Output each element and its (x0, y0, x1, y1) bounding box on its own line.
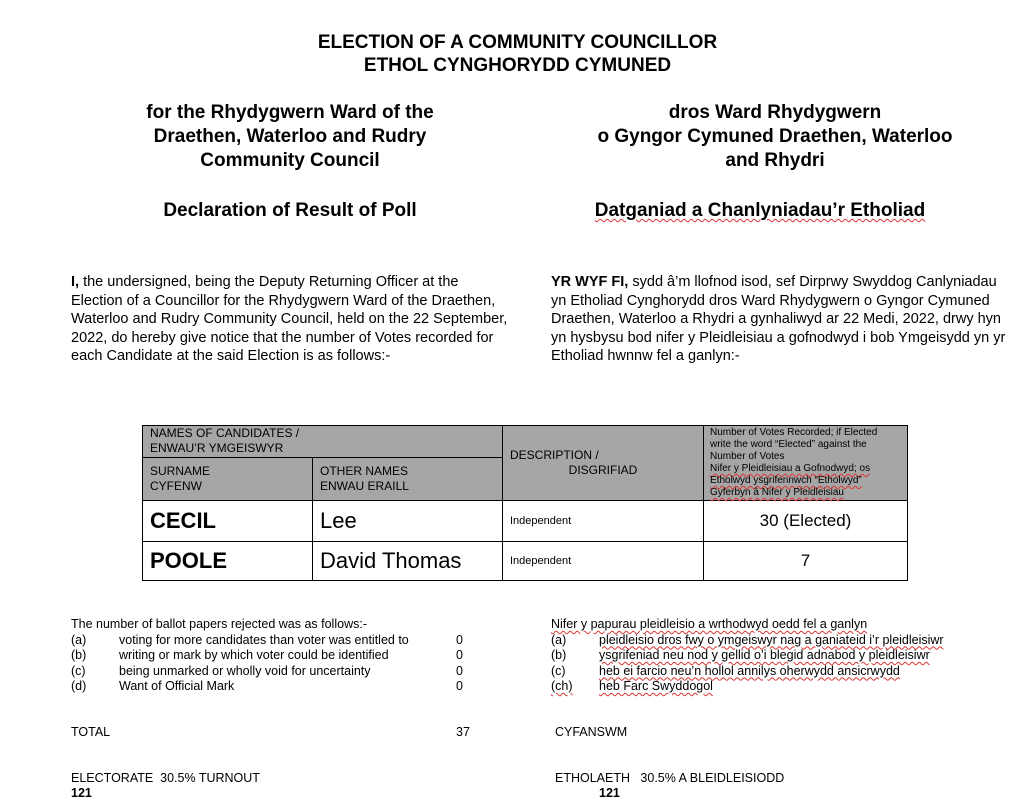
results-table (142, 425, 908, 581)
candidate-other-names: Lee (313, 501, 503, 542)
list-item: (a) pleidleisio dros fwy o ymgeiswyr nag a ganiateid i’r pleidleisiwr (551, 632, 944, 647)
rejected-intro: The number of ballot papers rejected was as follows:- (71, 617, 367, 631)
declaration-heading-welsh: Datganiad a Chanlyniadau’r Etholiad (594, 200, 926, 221)
list-item: (c) being unmarked or wholly void for uncertainty 0 (71, 663, 463, 678)
list-item: (d) Want of Official Mark 0 (71, 679, 463, 693)
total-value: 37 (456, 725, 470, 739)
electorate-label-welsh: ETHOLAETH 30.5% A BLEIDLEISIODD (555, 771, 785, 785)
notice-english: I, the undersigned, being the Deputy Returning Officer at the Election of a Councillor for the Rhydygwern Ward of the Draethen, Waterloo and Rudry Community Council, held on the 22 September, 2022, do hereby give notice that the number of Votes recorded for each Candidate at the said Election is as follows:- (71, 274, 508, 364)
list-item: (a) voting for more candidates than voter was entitled to 0 (71, 632, 463, 647)
candidate-surname: POOLE (143, 542, 313, 581)
rejected-ballots-welsh (551, 617, 1011, 695)
surname-header-cell: SURNAME CYFENW (143, 457, 313, 500)
electorate-value-welsh: 121 (599, 786, 620, 800)
electorate-label: ELECTORATE 30.5% TURNOUT (71, 771, 260, 785)
ward-heading-english: for the Rhydygwern Ward of the Draethen, Waterloo and Rudry Community Council (146, 102, 434, 171)
electorate-value: 121 (71, 786, 92, 800)
candidate-surname: CECIL (143, 501, 313, 542)
total-label-welsh: CYFANSWM (555, 725, 628, 739)
rejected-ballots-english (71, 617, 491, 695)
title-english: ELECTION OF A COMMUNITY COUNCILLOR (317, 32, 718, 53)
title-welsh: ETHOL CYNGHORYDD CYMUNED (363, 55, 672, 76)
other-names-header-cell: OTHER NAMES ENWAU ERAILL (313, 457, 503, 500)
candidate-description: Independent (503, 501, 704, 542)
list-item: (b) writing or mark by which voter could be identified 0 (71, 648, 463, 662)
list-item: (b) ysgrifeniad neu nod y gellid o’i blegid adnabod y pleidleisiwr (551, 648, 930, 662)
table-header-row (143, 426, 908, 458)
candidate-votes: 7 (704, 542, 908, 581)
list-item: (ch) heb Farc Swyddogol (551, 679, 713, 693)
votes-header-cell: Number of Votes Recorded; if Elected write the word “Elected” against the Number of Votes Nifer y Pleidleisiau a Gofnodwyd; os Etholwyd ysgrifennwch “Etholwyd” Gyferbyn â Nifer y Pleidleisiau (704, 426, 908, 501)
notice-welsh: YR WYF FI, sydd â’m llofnod isod, sef Dirprwy Swyddog Canlyniadau yn Etholiad Cynghorydd dros Ward Rhydygwern o Gyngor Cymuned Draethen, Waterloo a Rhydri a gynhaliwyd ar 22 Medi, 2022, drwy hyn yn hysbysu bod nifer y Pleidleisiau a gofnodwyd i bob Ymgeisydd yn yr Etholiad hwnnw fel a ganlyn:- (551, 274, 1006, 364)
candidate-votes: 30 (Elected) (704, 501, 908, 542)
candidate-other-names: David Thomas (313, 542, 503, 581)
description-header-cell: DESCRIPTION / DISGRIFIAD (503, 426, 704, 501)
candidate-description: Independent (503, 542, 704, 581)
list-item: (c) heb ei farcio neu’n hollol annilys oherwydd ansicrwydd (551, 663, 900, 678)
table-row (143, 501, 908, 542)
declaration-heading-english: Declaration of Result of Poll (163, 200, 417, 221)
names-header-cell: NAMES OF CANDIDATES / ENWAU’R YMGEISWYR (143, 426, 503, 458)
table-row (143, 542, 908, 581)
document-title (0, 31, 1035, 77)
total-label: TOTAL (71, 725, 111, 739)
rejected-intro-welsh: Nifer y papurau pleidleisio a wrthodwyd oedd fel a ganlyn (551, 617, 868, 631)
ward-heading-welsh: dros Ward Rhydygwern o Gyngor Cymuned Draethen, Waterloo and Rhydri (597, 102, 953, 171)
